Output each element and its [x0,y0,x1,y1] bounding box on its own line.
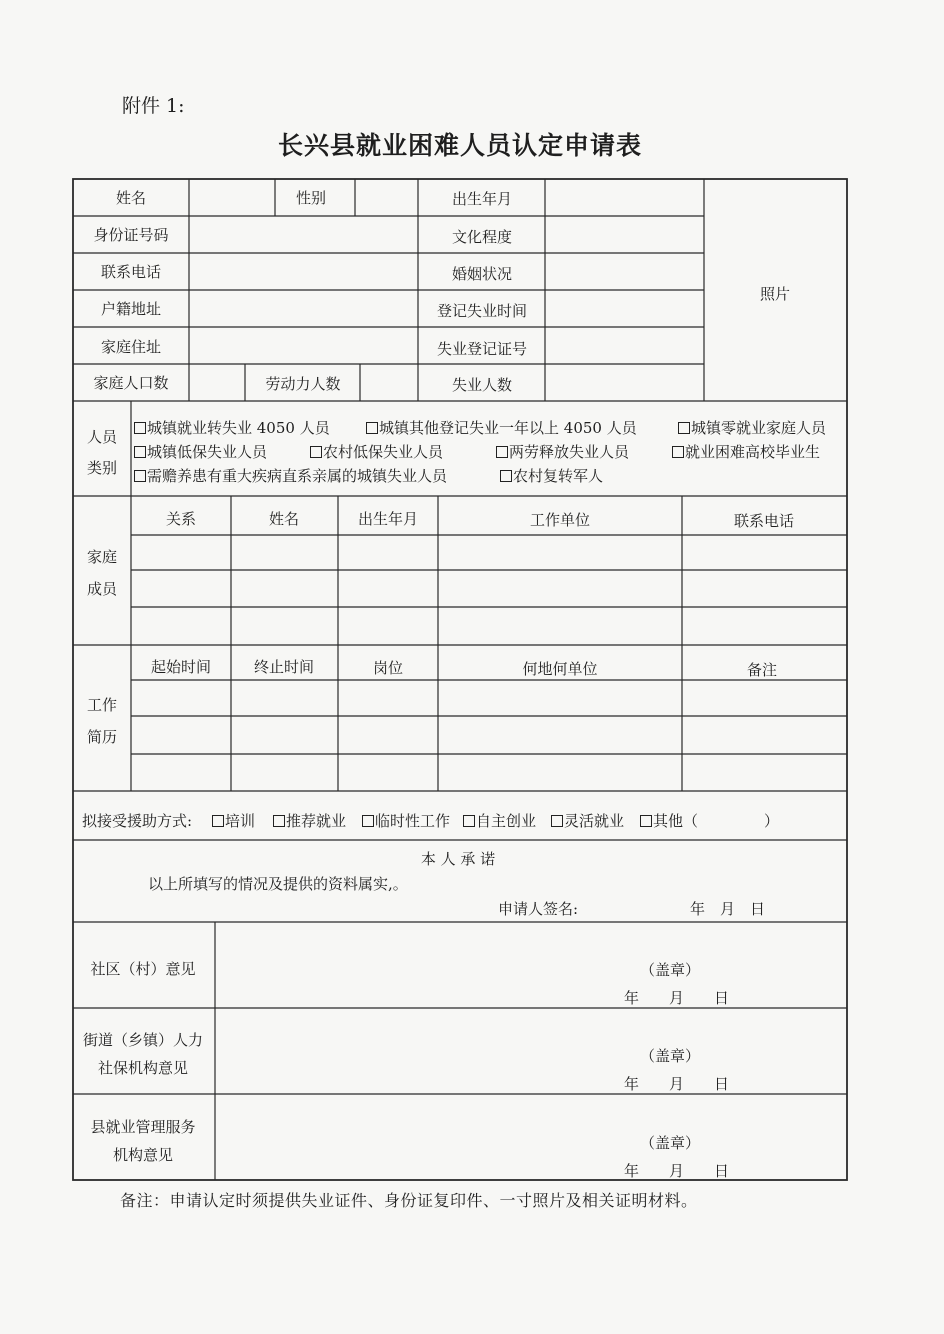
category-option-2[interactable]: 城镇其他登记失业一年以上 4050 人员 [366,419,637,437]
labor-count-field[interactable] [361,365,417,400]
work-header-start: 起始时间 [150,658,212,676]
assistance-option-self-employment[interactable]: 自主创业 [463,812,536,830]
opinion-street-area[interactable] [216,1009,846,1093]
checkbox-icon [463,815,475,827]
category-option-4[interactable]: 城镇低保失业人员 [134,443,267,461]
photo-placeholder: 照片 [759,285,791,303]
category-option-8[interactable]: 需赡养患有重大疾病直系亲属的城镇失业人员 [134,467,447,485]
id-number-field[interactable] [190,217,417,252]
category-option-6[interactable]: 两劳释放失业人员 [496,443,629,461]
assistance-option-temporary-work[interactable]: 临时性工作 [362,812,450,830]
category-option-5[interactable]: 农村低保失业人员 [310,443,443,461]
checkbox-icon [134,422,146,434]
phone-field[interactable] [190,254,417,289]
assistance-option-other[interactable]: 其他（ [640,812,698,830]
work-label-1: 工作 [86,696,118,714]
signature-date: 年 月 日 [690,900,766,918]
checkbox-icon [134,446,146,458]
label-gender: 性别 [295,189,327,207]
family-header-birth: 出生年月 [357,510,419,528]
opinion-community-seal: （盖章） [640,961,701,979]
family-rows-area[interactable] [132,536,846,644]
category-label-1: 人员 [86,428,118,446]
label-home-address: 家庭住址 [100,338,162,356]
label-name: 姓名 [115,189,147,207]
education-field[interactable] [546,217,703,252]
assistance-option-job-referral[interactable]: 推荐就业 [273,812,346,830]
work-header-remarks: 备注 [746,661,778,679]
family-size-field[interactable] [190,365,244,400]
opinion-community-area[interactable] [216,923,846,1007]
assistance-option-flexible[interactable]: 灵活就业 [551,812,624,830]
unemployment-reg-no-field[interactable] [546,328,703,363]
family-header-employer: 工作单位 [529,511,591,529]
category-option-7[interactable]: 就业困难高校毕业生 [672,443,820,461]
opinion-county-area[interactable] [216,1095,846,1179]
footnote: 备注：申请认定时须提供失业证件、身份证复印件、一寸照片及相关证明材料。 [120,1191,698,1210]
opinion-county-label-2: 机构意见 [112,1146,174,1164]
opinion-county-date: 年 月 日 [624,1162,730,1180]
category-option-9[interactable]: 农村复转军人 [500,467,603,485]
name-field[interactable] [190,180,274,215]
work-header-position: 岗位 [372,659,404,677]
family-header-phone: 联系电话 [733,512,795,530]
label-marital: 婚姻状况 [451,265,513,283]
unemployed-count-field[interactable] [546,365,703,400]
opinion-street-seal: （盖章） [640,1047,701,1065]
family-label-2: 成员 [86,580,118,598]
opinion-street-date: 年 月 日 [624,1075,730,1093]
signature-field[interactable] [590,896,680,918]
household-address-field[interactable] [190,291,417,326]
label-birth: 出生年月 [451,190,513,208]
signature-label: 申请人签名: [498,900,579,918]
opinion-county-seal: （盖章） [640,1134,701,1152]
gender-field[interactable] [356,180,417,215]
family-header-relation: 关系 [165,510,197,528]
checkbox-icon [500,470,512,482]
label-unemployment-reg-time: 登记失业时间 [436,302,528,320]
checkbox-icon [212,815,224,827]
category-label-2: 类别 [86,459,118,477]
checkbox-icon [640,815,652,827]
label-labor-count: 劳动力人数 [265,375,341,393]
birth-field[interactable] [546,180,703,215]
category-option-1[interactable]: 城镇就业转失业 4050 人员 [134,419,330,437]
checkbox-icon [678,422,690,434]
family-label-1: 家庭 [86,548,118,566]
family-header-name: 姓名 [268,510,300,528]
label-phone: 联系电话 [100,263,162,281]
opinion-community-date: 年 月 日 [624,989,730,1007]
label-education: 文化程度 [451,228,513,246]
opinion-county-label-1: 县就业管理服务 [90,1118,196,1136]
work-rows-area[interactable] [132,681,846,790]
checkbox-icon [310,446,322,458]
label-family-size: 家庭人口数 [93,374,169,392]
opinion-street-label-2: 社保机构意见 [97,1059,189,1077]
checkbox-icon [273,815,285,827]
photo-area[interactable] [705,180,846,400]
opinion-street-label-1: 街道（乡镇）人力 [82,1031,204,1049]
checkbox-icon [362,815,374,827]
pledge-text: 以上所填写的情况及提供的资料属实,。 [148,875,408,893]
work-header-place: 何地何单位 [522,660,598,678]
home-address-field[interactable] [190,328,417,363]
checkbox-icon [496,446,508,458]
work-label-2: 简历 [86,728,118,746]
assistance-option-training[interactable]: 培训 [212,812,255,830]
label-household-address: 户籍地址 [100,300,162,318]
pledge-title: 本 人 承 诺 [420,850,496,868]
attachment-label: 附件 1: [122,95,185,117]
label-unemployment-reg-no: 失业登记证号 [436,340,528,358]
label-id-number: 身份证号码 [93,226,169,244]
checkbox-icon [672,446,684,458]
work-header-end: 终止时间 [253,658,315,676]
marital-field[interactable] [546,254,703,289]
label-unemployed-count: 失业人数 [451,376,513,394]
assistance-other-close: ） [764,812,780,830]
assistance-label: 拟接受援助方式: [82,812,193,830]
checkbox-icon [134,470,146,482]
unemployment-reg-time-field[interactable] [546,291,703,326]
checkbox-icon [551,815,563,827]
category-option-3[interactable]: 城镇零就业家庭人员 [678,419,826,437]
page-title: 长兴县就业困难人员认定申请表 [277,131,643,160]
opinion-community-label: 社区（村）意见 [90,960,196,978]
checkbox-icon [366,422,378,434]
